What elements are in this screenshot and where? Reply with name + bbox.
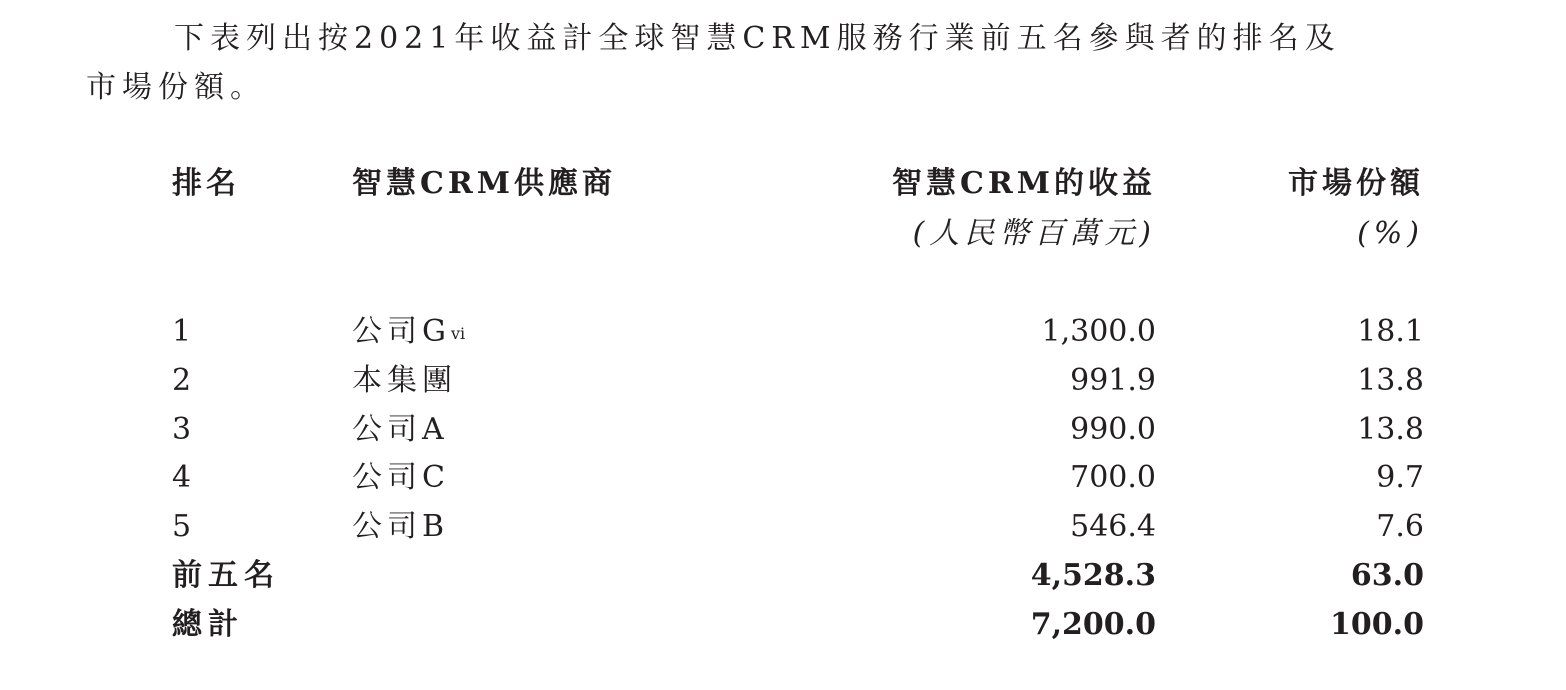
table-row-5-revenue: 546.4	[1070, 509, 1156, 544]
table-row-5-rank: 5	[172, 509, 192, 544]
table-row-5-vendor: 公司B	[352, 509, 450, 544]
table-row-3-vendor: 公司A	[352, 412, 449, 447]
footnote-marker: vi	[450, 324, 466, 343]
top5-share: 63.0	[1350, 558, 1424, 593]
intro-paragraph	[86, 14, 1426, 112]
table-row-2-vendor: 本集團	[352, 363, 457, 398]
table-row-1-rank: 1	[172, 314, 192, 349]
table-row-2-share: 13.8	[1357, 363, 1424, 398]
table-row-4-revenue: 700.0	[1070, 460, 1156, 495]
table-row-5-share: 7.6	[1376, 509, 1424, 544]
header-revenue: 智慧CRM的收益	[891, 166, 1156, 201]
header-vendor: 智慧CRM供應商	[352, 166, 617, 201]
total-label: 總計	[172, 607, 244, 642]
top5-label: 前五名	[172, 558, 280, 593]
table-row-1-revenue: 1,300.0	[1041, 314, 1156, 349]
header-share: 市場份額	[1288, 166, 1424, 201]
table-row-4-rank: 4	[172, 460, 192, 495]
vendor-name: 公司G	[352, 314, 451, 349]
intro-line-1: 下表列出按2021年收益計全球智慧CRM服務行業前五名參與者的排名及	[174, 21, 1341, 56]
table-row-3-rank: 3	[172, 412, 192, 447]
table-row-4-share: 9.7	[1376, 460, 1424, 495]
table-row-4-vendor: 公司C	[352, 460, 450, 495]
table-row-3-revenue: 990.0	[1070, 412, 1156, 447]
header-rank: 排名	[172, 166, 240, 201]
table-row-2-rank: 2	[172, 363, 192, 398]
total-revenue: 7,200.0	[1030, 607, 1156, 642]
table-row-1-vendor	[352, 312, 465, 352]
table-row-1-share: 18.1	[1357, 314, 1424, 349]
total-share: 100.0	[1330, 607, 1424, 642]
top5-revenue: 4,528.3	[1030, 558, 1156, 593]
header-revenue-unit: (人民幣百萬元)	[912, 216, 1156, 251]
table-row-3-share: 13.8	[1357, 412, 1424, 447]
intro-line-2: 市場份額。	[86, 70, 266, 105]
header-share-unit: (%)	[1357, 216, 1424, 251]
table-row-2-revenue: 991.9	[1070, 363, 1156, 398]
